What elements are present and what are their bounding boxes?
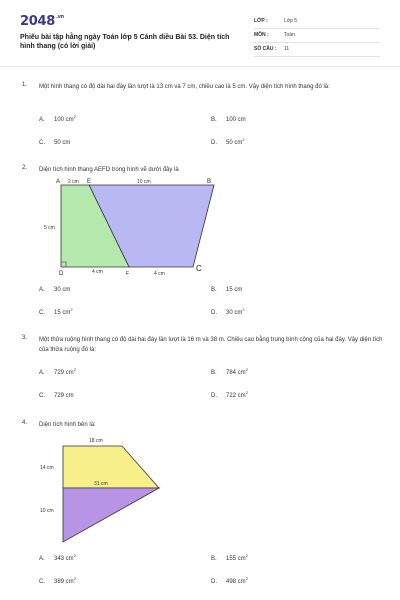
question-number: 4.	[22, 420, 28, 426]
option-b[interactable]: B. 784 $cm^2$	[211, 367, 248, 376]
question-text: Diện tích hình bên là:	[39, 422, 96, 428]
option-d[interactable]: D. 50 $cm^2$	[211, 137, 245, 146]
question-text: Một hình thang có độ dài hai đáy lần lượt là 13 cm và 7 cm, chiều cao là 5 cm. Vậy diện tích hình thang đó là:	[39, 84, 330, 90]
option-c[interactable]: C. 15 $cm^2$	[39, 307, 73, 316]
option-d[interactable]: D. 722 $cm^2$	[211, 390, 248, 399]
option-a[interactable]: A. 343 $cm^2$	[39, 553, 76, 562]
measure-eb: 10 cm	[137, 179, 151, 185]
vertex-e: E	[87, 179, 92, 185]
question-number: 1.	[22, 82, 28, 88]
option-c[interactable]: C. 50 cm	[39, 140, 71, 146]
page-title: Phiếu bài tập hằng ngày Toán lớp 5 Cánh diều Bài 53. Diện tích hình thang (có lời giải)	[20, 34, 230, 50]
measure-ae: 2 cm	[68, 179, 79, 185]
vertex-f: F	[126, 271, 130, 277]
vertex-d: D	[59, 271, 64, 277]
option-b[interactable]: B. 100 cm	[211, 117, 246, 123]
option-a[interactable]: A. 729 $cm^2$	[39, 367, 76, 376]
site-logo[interactable]	[20, 14, 64, 29]
question-text: Một thửa ruộng hình thang có độ dài hai đáy lần lượt là 16 m và 38 m. Chiều cao bằng trung bình cộng của hai đáy. Vậy diện tích của thửa ruộng đó là:	[39, 337, 383, 353]
header-divider	[0, 66, 400, 67]
meta-value: 11	[284, 46, 290, 52]
meta-value: Lớp 5	[284, 18, 298, 24]
measure-left-bottom: 10 cm	[40, 508, 54, 514]
question-number: 3.	[22, 335, 28, 341]
page-header	[0, 0, 400, 62]
vertex-c: C	[196, 264, 202, 273]
option-c[interactable]: C. 389 $cm^2$	[39, 576, 76, 585]
measure-fc: 4 cm	[154, 271, 165, 277]
meta-row-class	[254, 15, 380, 29]
option-b[interactable]: B. 155 $cm^2$	[211, 553, 248, 562]
meta-row-count	[254, 43, 380, 57]
measure-ad: 5 cm	[44, 225, 55, 231]
question-number: 2.	[22, 165, 28, 171]
trapezoid-figure	[40, 177, 230, 277]
vertex-a: A	[56, 179, 61, 185]
logo-text: 2048	[20, 14, 55, 29]
measure-mid: 31 cm	[94, 481, 108, 487]
meta-key: SỐ CÂU :	[254, 46, 277, 52]
measure-df: 4 cm	[92, 269, 103, 275]
option-d[interactable]: D. 498 $cm^2$	[211, 576, 248, 585]
meta-key: MÔN :	[254, 32, 269, 38]
option-c[interactable]: C. 729 cm	[39, 393, 74, 399]
purple-triangle	[63, 488, 159, 542]
option-a[interactable]: A. 100 $cm^2$	[39, 114, 76, 123]
option-a[interactable]: A. 30 cm	[39, 287, 71, 293]
measure-top: 18 cm	[89, 438, 103, 444]
meta-key: LỚP :	[254, 18, 268, 24]
option-b[interactable]: B. 15 cm	[211, 287, 243, 293]
meta-value: Toán	[284, 32, 295, 38]
measure-left-top: 14 cm	[40, 465, 54, 471]
question-text: Diện tích hình thang AEFD trong hình vẽ dưới đây là	[39, 167, 179, 173]
logo-suffix: .vn	[55, 14, 64, 20]
option-d[interactable]: D. 30 $cm^2$	[211, 307, 245, 316]
composite-figure	[36, 434, 166, 546]
vertex-b: B	[207, 179, 212, 185]
meta-row-subject	[254, 29, 380, 43]
meta-panel	[254, 15, 380, 57]
yellow-trapezoid	[63, 446, 159, 488]
